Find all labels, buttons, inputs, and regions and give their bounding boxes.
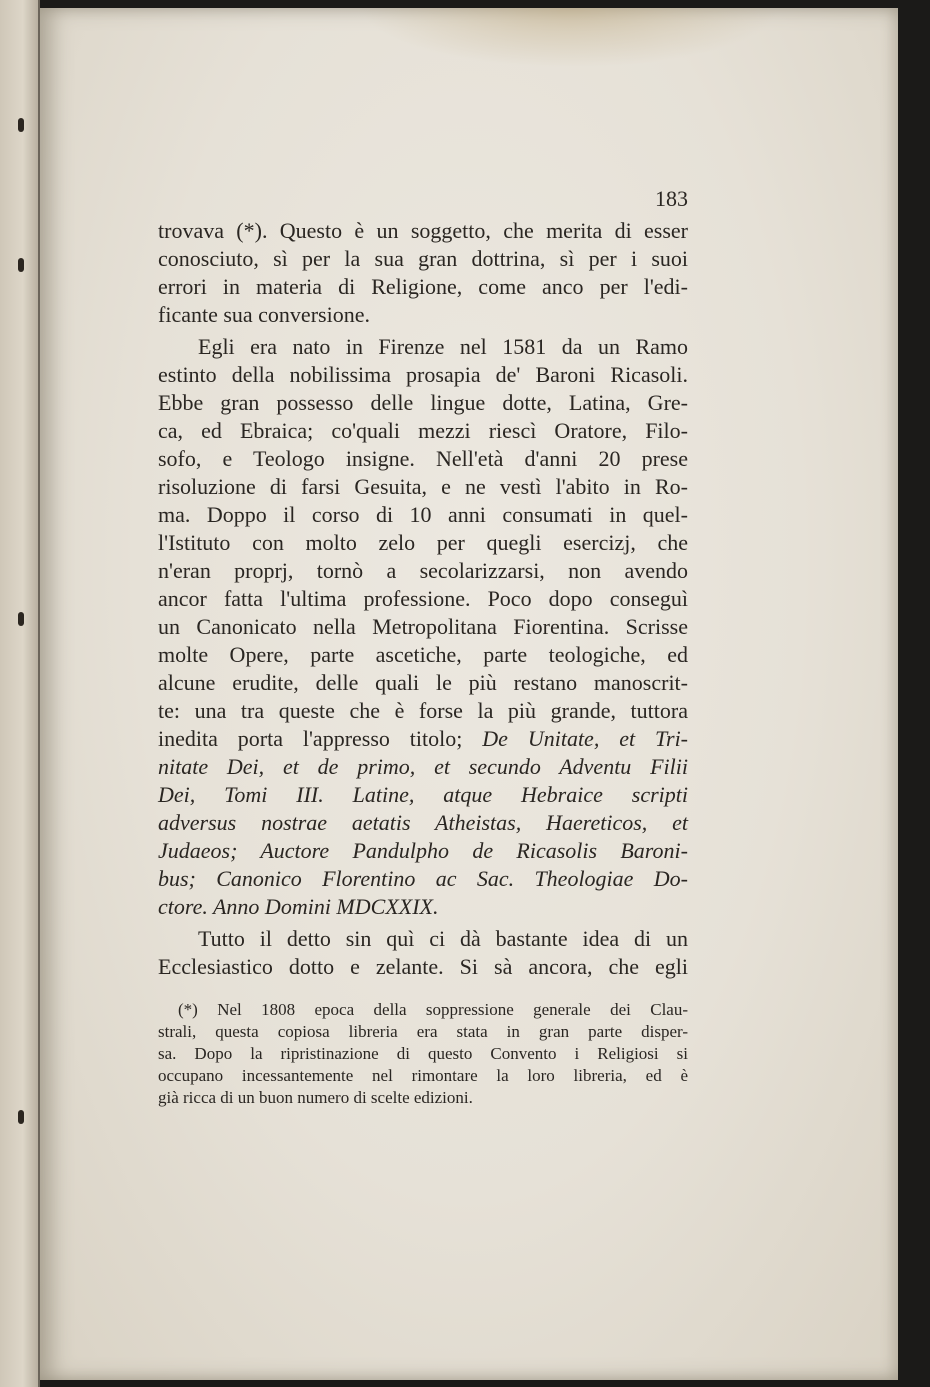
text-line: ficante sua conversione. (158, 302, 370, 327)
text-line-italic: Judaeos; Auctore Pandulpho de Ricasolis Baroni- (158, 838, 688, 863)
text-line: sofo, e Teologo insigne. Nell'età d'anni 20 prese (158, 446, 688, 471)
text-line: ancor fatta l'ultima professione. Poco dopo conseguì (158, 586, 688, 611)
footnote-line: occupano incessantemente nel rimontare la loro libreria, ed è (158, 1066, 688, 1085)
text-line: Ecclesiastico dotto e zelante. Si sà ancora, che egli (158, 954, 688, 979)
text-line: errori in materia di Religione, come anco per l'edi- (158, 274, 688, 299)
footnote-line: (*) Nel 1808 epoca della soppressione generale dei Clau- (178, 1000, 688, 1019)
text-italic: De Unitate, et Tri- (482, 726, 689, 751)
text-line: trovava (*). Questo è un soggetto, che merita di esser (158, 218, 688, 243)
text-line: Ebbe gran possesso delle lingue dotte, Latina, Gre- (158, 390, 688, 415)
footnote-line: sa. Dopo la ripristinazione di questo Convento i Religiosi si (158, 1044, 688, 1063)
text-line: estinto della nobilissima prosapia de' Baroni Ricasoli. (158, 362, 688, 387)
text-line: conosciuto, sì per la sua gran dottrina, sì per i suoi (158, 246, 688, 271)
text-line: molte Opere, parte ascetiche, parte teologiche, ed (158, 642, 688, 667)
text-line: Tutto il detto sin quì ci dà bastante idea di un (198, 926, 688, 951)
text-line: te: una tra queste che è forse la più grande, tuttora (158, 698, 688, 723)
text-roman: inedita porta l'appresso titolo; (158, 726, 483, 751)
text-line-italic: Dei, Tomi III. Latine, atque Hebraice scripti (158, 782, 688, 807)
text-line-italic: bus; Canonico Florentino ac Sac. Theologiae Do- (158, 866, 688, 891)
text-line: risoluzione di farsi Gesuita, e ne vestì l'abito in Ro- (158, 474, 688, 499)
text-line: n'eran proprj, tornò a secolarizzarsi, non avendo (158, 558, 688, 583)
text-line: ma. Doppo il corso di 10 anni consumati in quel- (158, 502, 688, 527)
text-line: l'Istituto con molto zelo per quegli esercizj, che (158, 530, 688, 555)
text-line-italic: adversus nostrae aetatis Atheistas, Haereticos, et (158, 810, 688, 835)
text-line-italic: ctore. Anno Domini MDCXXIX. (158, 894, 439, 919)
footnote-line: già ricca di un buon numero di scelte edizioni. (158, 1088, 473, 1107)
text-line-italic: nitate Dei, et de primo, et secundo Adventu Filii (158, 754, 688, 779)
paper-stain (360, 8, 780, 68)
footnote-line: strali, questa copiosa libreria era stata in gran parte disper- (158, 1022, 688, 1041)
text-line: alcune erudite, delle quali le più restano manoscrit- (158, 670, 688, 695)
binding-stitching (18, 0, 26, 1387)
text-line: un Canonicato nella Metropolitana Fiorentina. Scrisse (158, 614, 688, 639)
text-line: ca, ed Ebraica; co'quali mezzi riescì Oratore, Filo- (158, 418, 688, 443)
page-number: 183 (655, 186, 688, 211)
text-line-mixed (158, 726, 688, 752)
text-line: Egli era nato in Firenze nel 1581 da un Ramo (198, 334, 688, 359)
